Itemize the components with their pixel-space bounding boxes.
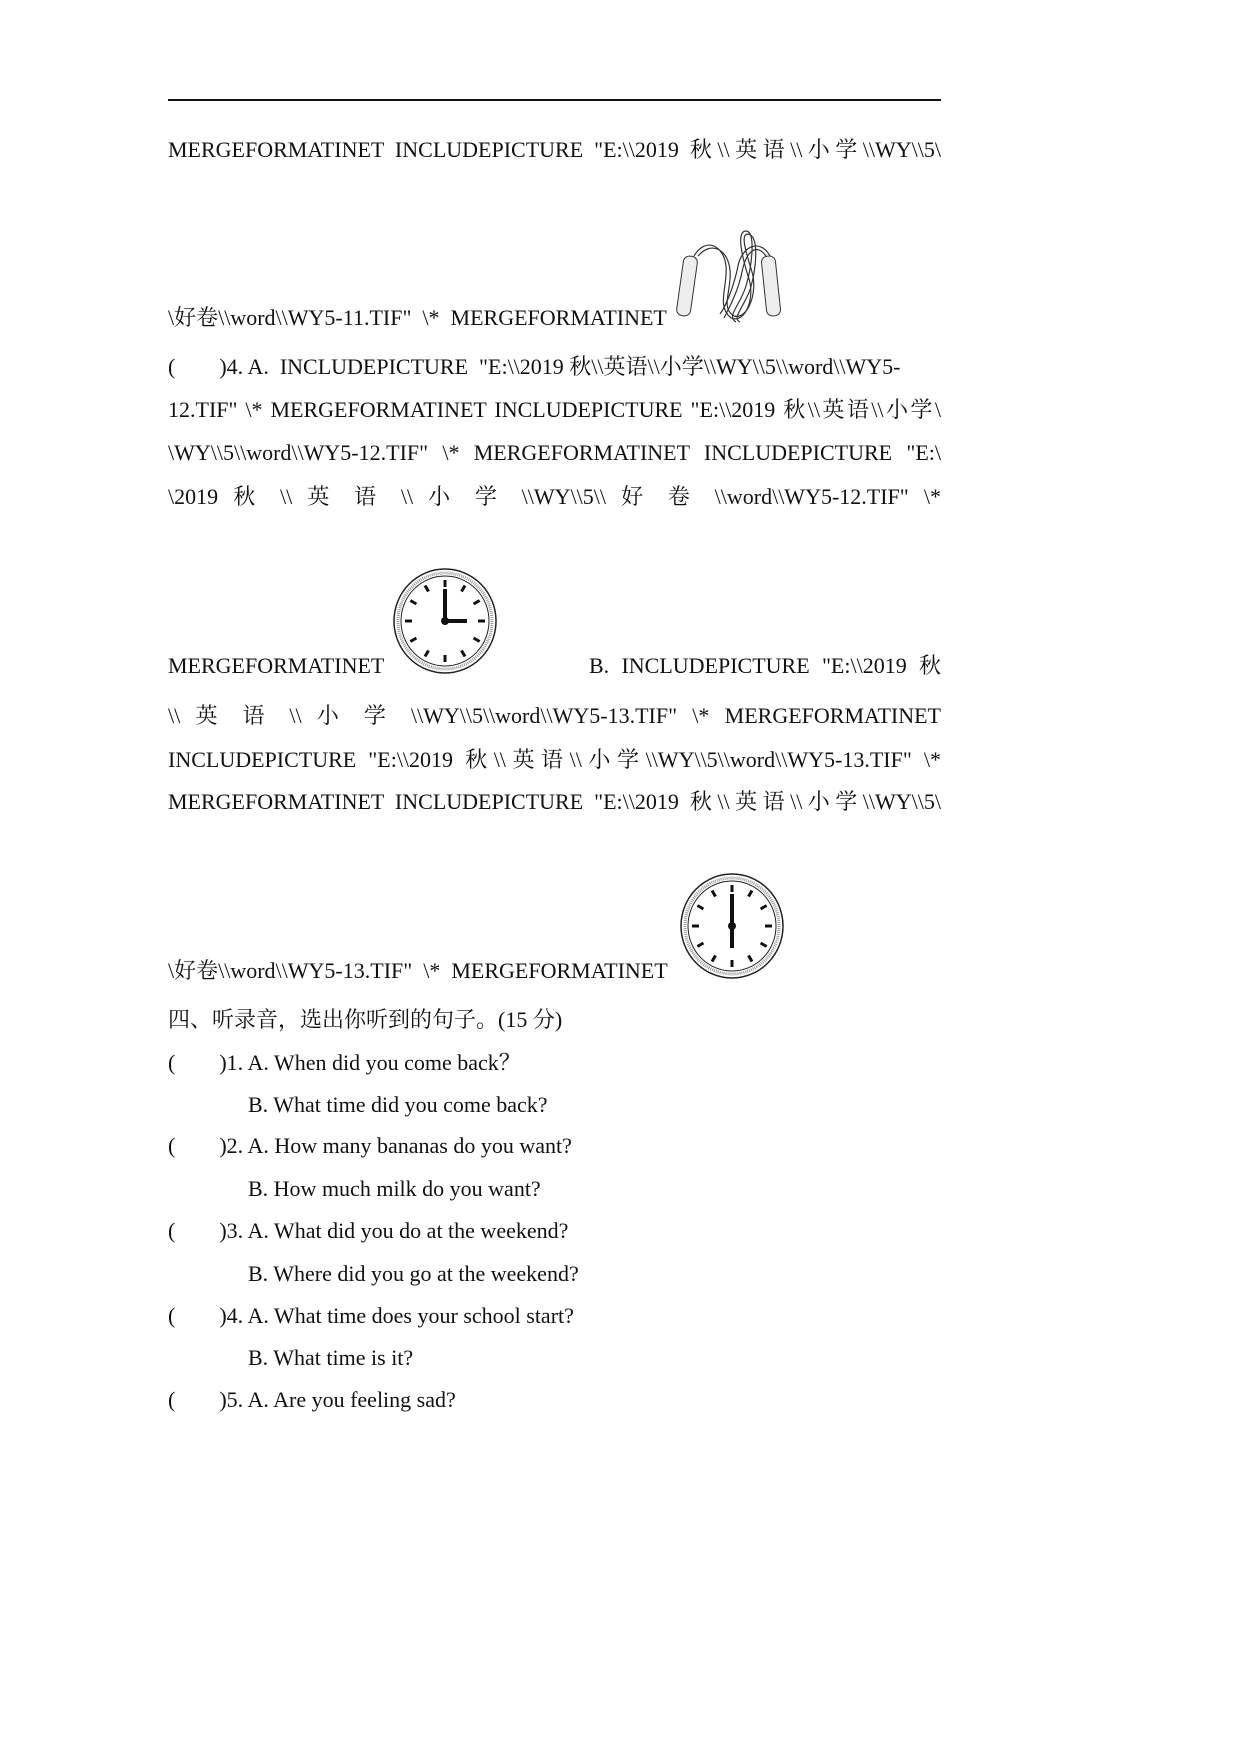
question-3-a: ( )3. A. What did you do at the weekend? bbox=[168, 1218, 569, 1243]
text-line: MERGEFORMATINET INCLUDEPICTURE "E:\\2019 秋\\英语\\小学\\WY\\5\ bbox=[168, 789, 941, 814]
question-1-b: B. What time did you come back? bbox=[248, 1092, 548, 1117]
question-5-a: ( )5. A. Are you feeling sad? bbox=[168, 1387, 456, 1412]
text-line: \WY\\5\\word\\WY5-12.TIF" \* MERGEFORMATINET INCLUDEPICTURE "E:\ bbox=[168, 440, 941, 465]
header-rule bbox=[168, 99, 941, 101]
text-line: \\ 英 语 \\ 小 学 \\WY\\5\\word\\WY5-13.TIF" \* MERGEFORMATINET bbox=[168, 703, 941, 728]
text-line: \2019 秋 \\ 英 语 \\ 小 学 \\WY\\5\\ 好 卷 \\word\\WY5-12.TIF" \* bbox=[168, 484, 941, 509]
clock-image-6-oclock bbox=[678, 871, 786, 981]
text-line: \好卷\\word\\WY5-13.TIF" \* MERGEFORMATINET bbox=[168, 958, 668, 983]
section-title: 四、听录音，选出你听到的句子。(15 分) bbox=[168, 1007, 563, 1032]
jump-rope-image bbox=[676, 226, 788, 326]
text-line: MERGEFORMATINET bbox=[168, 653, 385, 678]
question-2-b: B. How much milk do you want? bbox=[248, 1176, 541, 1201]
text-line: 12.TIF" \* MERGEFORMATINET INCLUDEPICTURE "E:\\2019 秋\\英语\\小学\ bbox=[168, 397, 941, 422]
question-1-a: ( )1. A. When did you come back？ bbox=[168, 1050, 521, 1075]
clock-image-3-oclock bbox=[391, 566, 499, 676]
question-4-b: B. What time is it? bbox=[248, 1345, 414, 1370]
text-line: \好卷\\word\\WY5-11.TIF" \* MERGEFORMATINET bbox=[168, 305, 667, 330]
question-2-a: ( )2. A. How many bananas do you want? bbox=[168, 1133, 572, 1158]
option-b-line: B. INCLUDEPICTURE "E:\\2019 秋 bbox=[589, 653, 941, 678]
question-line: ( )4. A. INCLUDEPICTURE "E:\\2019 秋\\英语\\小学\\WY\\5\\word\\WY5- bbox=[168, 354, 901, 379]
text-line: INCLUDEPICTURE "E:\\2019 秋\\英语\\小学\\WY\\5\\word\\WY5-13.TIF" \* bbox=[168, 747, 941, 772]
question-3-b: B. Where did you go at the weekend? bbox=[248, 1261, 579, 1286]
question-4-a: ( )4. A. What time does your school start? bbox=[168, 1303, 574, 1328]
text-line: MERGEFORMATINET INCLUDEPICTURE "E:\\2019 秋\\英语\\小学\\WY\\5\ bbox=[168, 137, 941, 162]
